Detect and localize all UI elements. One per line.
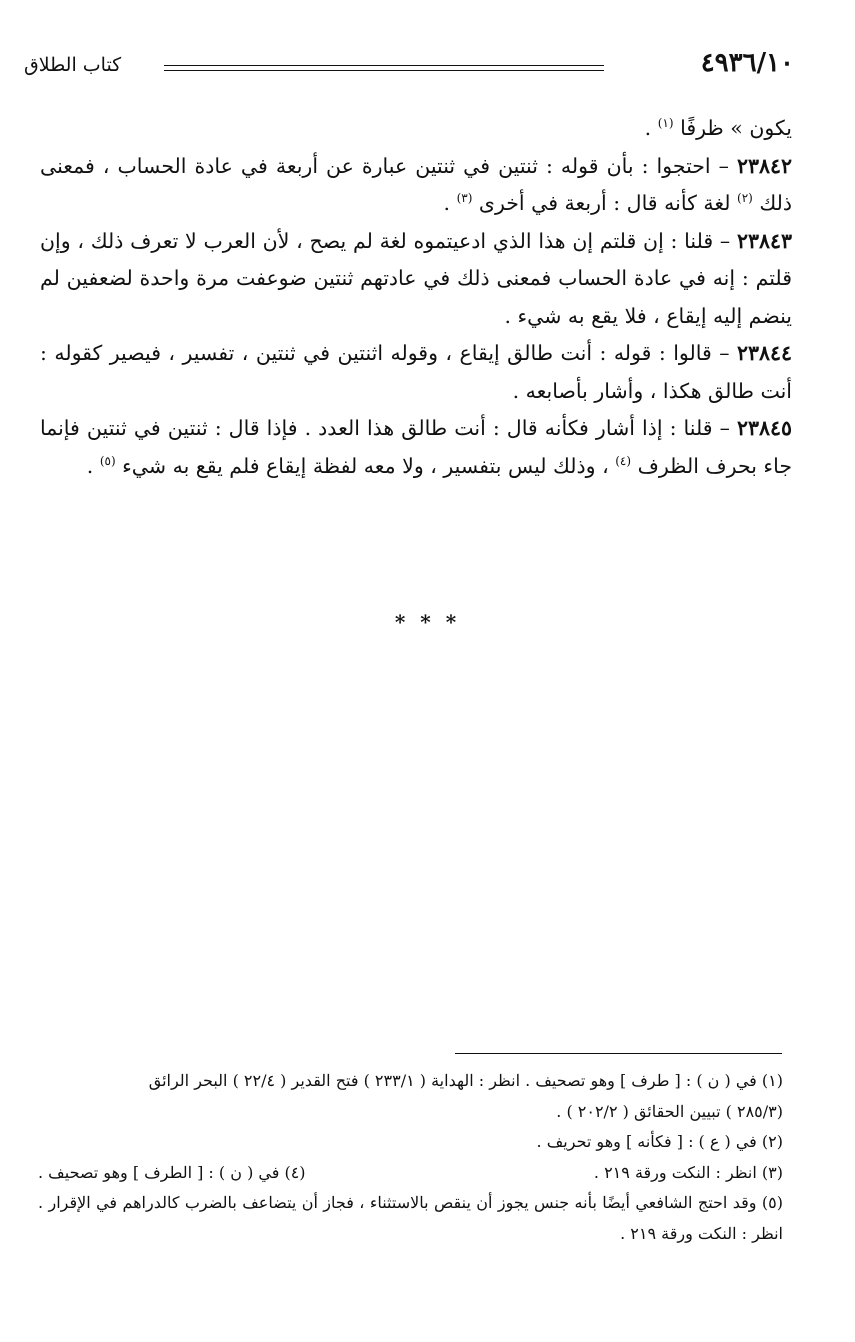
paragraph-end: . [644, 116, 658, 140]
paragraph-continuation [40, 110, 792, 148]
paragraph-23844 [40, 335, 792, 410]
paragraph-number: ٢٣٨٤٢ [736, 153, 792, 178]
paragraph-end: . [86, 453, 100, 478]
paragraph-number: ٢٣٨٤٥ [736, 416, 792, 440]
paragraph-text: – قلنا : إن قلتم إن هذا الذي ادعيتموه لغة لم يصح ، لأن العرب لا تعرف ذلك ، وإن قلتم : إنه في عادة الحساب فمعنى ذلك في عادتهم ثنتين ضوعفت مرة واحدة لضعفين لم ينضم إليه إيقاع ، فلا يقع به شيء . [40, 228, 792, 328]
section-separator: * * * [394, 610, 461, 634]
footnote-row-3-4 [38, 1158, 783, 1189]
footnote-3: (٣) انظر : النكت ورقة ٢١٩ . [593, 1162, 783, 1182]
main-text [40, 110, 792, 485]
footnote-ref: (٤) [615, 453, 632, 468]
page-header [24, 48, 794, 88]
page-number: ٤٩٣٦/١٠ [700, 48, 794, 78]
paragraph-23845 [40, 410, 792, 485]
footnote-ref: (٣) [456, 191, 473, 206]
footnotes [38, 1066, 783, 1249]
paragraph-text: ، وذلك ليس بتفسير ، ولا معه لفظة إيقاع فلم يقع به شيء [115, 453, 616, 478]
paragraph-text: – قلنا : إذا أشار فكأنه قال : أنت طالق هذا العدد . فإذا قال : ثنتين في ثنتين فإنما جاء بحرف الظرف [40, 416, 792, 478]
paragraph-number: ٢٣٨٤٤ [736, 341, 792, 365]
book-title: كتاب الطلاق [24, 54, 122, 76]
paragraph-23842 [40, 148, 792, 223]
footnote-1-line-2: (٢٨٥/٣ ) تبيين الحقائق ( ٢٠٢/٢ ) . [556, 1101, 783, 1121]
footnote-ref: (٢) [737, 191, 753, 206]
paragraph-23843 [40, 223, 792, 336]
footnote-ref: (٥) [99, 453, 116, 468]
paragraph-text: – احتجوا : بأن قوله : ثنتين في ثنتين عبارة عن أربعة في عادة الحساب ، فمعنى ذلك [40, 153, 792, 215]
footnote-4: (٤) في ( ن ) : [ الطرف ] وهو تصحيف . [38, 1162, 306, 1182]
footnote-2: (٢) في ( ع ) : [ فكأنه ] وهو تحريف . [536, 1132, 783, 1151]
paragraph-text: – قالوا : قوله : أنت طالق إيقاع ، وقوله اثنتين في ثنتين ، تفسير ، فيصير كقوله : أنت طالق هكذا ، وأشار بأصابعه . [40, 341, 792, 403]
footnote-1-line-1: (١) في ( ن ) : [ طرف ] وهو تصحيف . انظر : الهداية ( ٢٣٣/١ ) فتح القدير ( ٢٢/٤ ) البحر الرائق [148, 1071, 783, 1090]
header-double-rule [164, 65, 604, 71]
paragraph-number: ٢٣٨٤٣ [736, 228, 792, 253]
footnote-5: (٥) وقد احتج الشافعي أيضًا بأنه جنس يجوز أن ينقص بالاستثناء ، فجاز أن يتضاعف بالضرب كالدراهم في الإقرار . انظر : النكت ورقة ٢١٩ . [38, 1193, 784, 1243]
paragraph-end: . [443, 191, 457, 215]
paragraph-text: لغة كأنه قال : أربعة في أخرى [472, 191, 737, 215]
footnote-ref: (١) [657, 116, 674, 131]
paragraph-text: يكون » ظرفًا [680, 116, 792, 140]
footnote-divider [455, 1053, 782, 1054]
